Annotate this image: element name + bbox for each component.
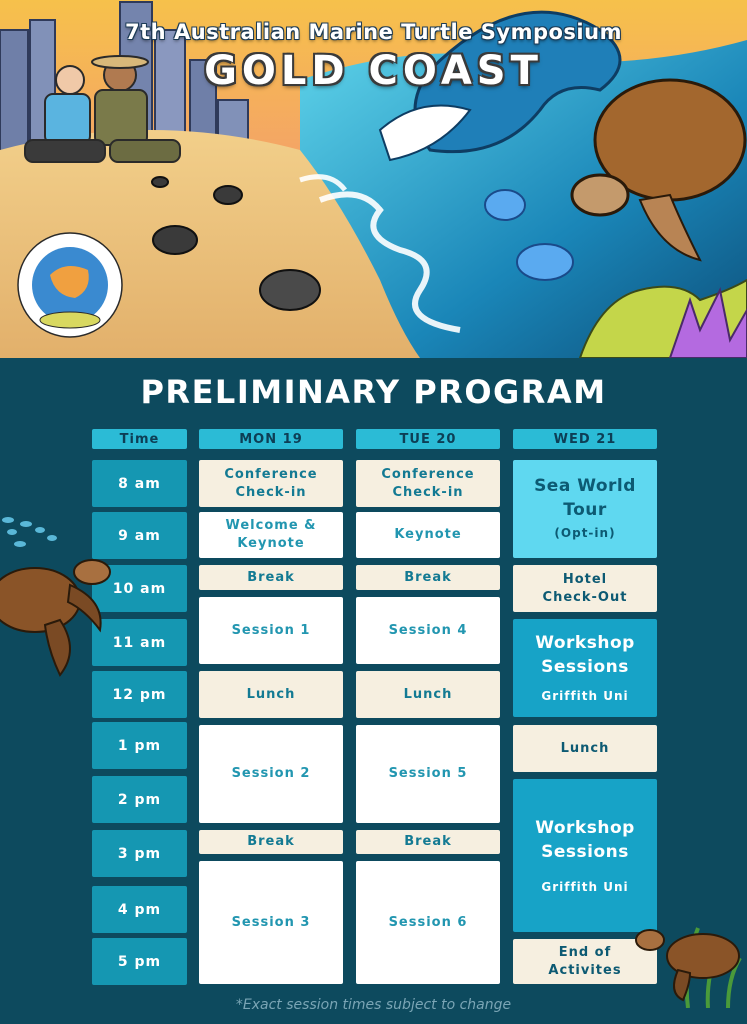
tue-conference-checkin bbox=[356, 460, 500, 507]
time-slot: 2 pm bbox=[92, 776, 187, 823]
column-header-mon: MON 19 bbox=[199, 429, 343, 449]
cell-line: Workshop bbox=[535, 633, 635, 653]
time-slot: 5 pm bbox=[92, 938, 187, 985]
turtle-illustration-right bbox=[628, 888, 747, 1008]
cell-line: End of bbox=[558, 944, 612, 960]
mon-welcome-keynote bbox=[199, 512, 343, 558]
location-title: GOLD COAST bbox=[204, 48, 543, 94]
time-slot: 1 pm bbox=[92, 722, 187, 769]
time-slot: 8 am bbox=[92, 460, 187, 507]
cell-line: Break bbox=[404, 569, 452, 585]
mon-conference-checkin bbox=[199, 460, 343, 507]
cell-line: Workshop bbox=[535, 817, 635, 838]
cell-line: Sea World bbox=[534, 476, 636, 496]
cell-line: Lunch bbox=[246, 686, 296, 702]
column-header-wed: WED 21 bbox=[513, 429, 657, 449]
cell-line: Session 6 bbox=[388, 914, 468, 930]
time-slot: 4 pm bbox=[92, 886, 187, 933]
symposium-title: 7th Australian Marine Turtle Symposium bbox=[125, 20, 622, 44]
cell-line: Break bbox=[247, 834, 295, 849]
cell-line: Conference bbox=[224, 466, 318, 482]
venue-label: Griffith Uni bbox=[541, 689, 629, 703]
cell-line: Sessions bbox=[541, 657, 629, 677]
tue-keynote bbox=[356, 512, 500, 558]
symposium-logo bbox=[18, 233, 122, 337]
time-slot: 10 am bbox=[92, 565, 187, 612]
cell-line: Keynote bbox=[394, 527, 462, 542]
mon-session-1 bbox=[199, 597, 343, 664]
wed-workshop-sessions-1 bbox=[513, 619, 657, 717]
cell-line: Session 2 bbox=[231, 766, 311, 781]
footnote: *Exact session times subject to change bbox=[235, 997, 512, 1013]
mon-break-2 bbox=[199, 830, 343, 854]
venue-label: Griffith Uni bbox=[541, 879, 629, 894]
cell-line: Session 4 bbox=[388, 622, 468, 638]
cell-line: Hotel bbox=[562, 571, 608, 587]
tue-break-2 bbox=[356, 830, 500, 854]
cell-line: Break bbox=[247, 569, 295, 585]
cell-line: Keynote bbox=[237, 536, 305, 551]
time-slot: 11 am bbox=[92, 619, 187, 666]
cell-line: Lunch bbox=[560, 740, 610, 756]
header-banner bbox=[0, 0, 747, 358]
cell-line: Session 5 bbox=[388, 766, 468, 781]
column-header-tue: TUE 20 bbox=[356, 429, 500, 449]
time-slot: 9 am bbox=[92, 512, 187, 559]
cell-line: Session 3 bbox=[231, 914, 311, 930]
wed-hotel-checkout bbox=[513, 565, 657, 612]
wed-lunch bbox=[513, 725, 657, 772]
cell-line: Activites bbox=[548, 962, 622, 978]
cell-line: Lunch bbox=[403, 686, 453, 702]
cell-line: Sessions bbox=[541, 841, 629, 862]
cell-line: Check-in bbox=[235, 484, 307, 500]
column-header-time: Time bbox=[92, 429, 187, 449]
cell-line: Check-in bbox=[392, 484, 464, 500]
cell-line: Break bbox=[404, 834, 452, 849]
time-slot: 12 pm bbox=[92, 671, 187, 718]
program-heading: PRELIMINARY PROGRAM bbox=[140, 373, 607, 411]
turtle-illustration-left bbox=[0, 510, 120, 680]
cell-line: Welcome & bbox=[225, 518, 317, 533]
tue-session-6 bbox=[356, 861, 500, 984]
tour-opt-in-note: (Opt-in) bbox=[554, 526, 616, 540]
tue-session-5 bbox=[356, 725, 500, 823]
cell-line: Conference bbox=[381, 466, 475, 482]
tue-session-4 bbox=[356, 597, 500, 664]
wed-sea-world-tour bbox=[513, 460, 657, 558]
mon-session-3 bbox=[199, 861, 343, 984]
mon-session-2 bbox=[199, 725, 343, 823]
mon-lunch bbox=[199, 671, 343, 718]
tue-lunch bbox=[356, 671, 500, 718]
cell-line: Tour bbox=[563, 500, 607, 520]
mon-break-1 bbox=[199, 565, 343, 590]
cell-line: Session 1 bbox=[231, 622, 311, 638]
time-slot: 3 pm bbox=[92, 830, 187, 877]
cell-line: Check-Out bbox=[542, 589, 628, 605]
tue-break-1 bbox=[356, 565, 500, 590]
